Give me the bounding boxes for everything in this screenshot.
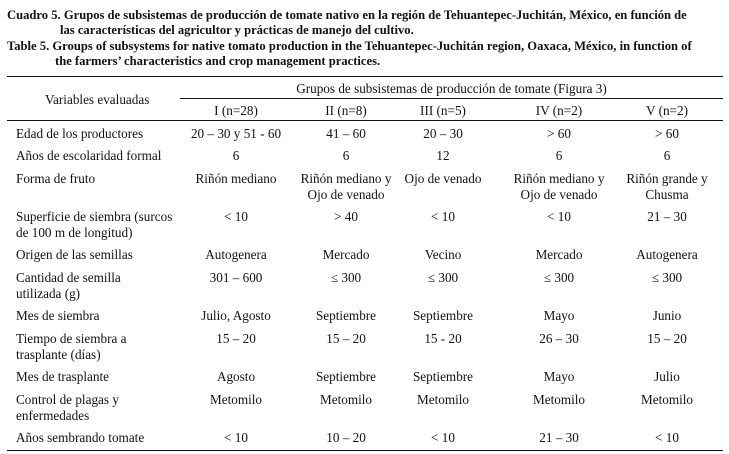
row-label-line: Forma de fruto <box>16 171 96 186</box>
row-label <box>16 270 186 302</box>
column-header-5: V (n=2) <box>646 103 688 118</box>
table-cell-line: < 10 <box>655 430 679 445</box>
table-cell-line: 20 – 30 <box>423 126 463 141</box>
table-cell <box>383 369 503 385</box>
table-cell <box>176 126 296 142</box>
table-cell-line: > 40 <box>334 209 358 224</box>
table-cell-line: > 60 <box>547 126 571 141</box>
table-cell <box>499 331 619 347</box>
table-cell-line: Vecino <box>424 247 462 262</box>
row-label-line: Años sembrando tomate <box>16 430 145 445</box>
table-cell <box>176 331 296 347</box>
table-cell-line: ≤ 300 <box>651 270 683 285</box>
table-cell <box>383 308 503 324</box>
group-header-rule <box>180 98 723 99</box>
row-label-line: trasplante (días) <box>16 347 101 362</box>
table-cell-line: Mayo <box>543 308 575 323</box>
table-cell-line: Julio <box>654 369 680 384</box>
table-cell <box>607 308 727 324</box>
table-cell-line: 10 – 20 <box>326 430 366 445</box>
table-cell <box>176 247 296 263</box>
table-cell <box>383 171 503 187</box>
table-cell <box>499 209 619 225</box>
table-cell-line: Chusma <box>645 187 689 202</box>
row-label-line: Años de escolaridad formal <box>16 148 162 163</box>
caption-english <box>7 39 727 69</box>
header-variables: Variables evaluadas <box>45 92 150 107</box>
table-cell <box>607 392 727 408</box>
table-cell <box>383 270 503 286</box>
table-cell <box>176 392 296 408</box>
table-cell-line: Mercado <box>322 247 370 262</box>
row-label <box>16 171 186 187</box>
table-cell <box>499 148 619 164</box>
row-label <box>16 209 186 241</box>
column-header-3: III (n=5) <box>420 103 466 118</box>
table-cell-line: Metomilo <box>209 392 263 407</box>
table-cell-line: < 10 <box>224 209 248 224</box>
table-cell <box>176 209 296 225</box>
table-cell-line: 26 – 30 <box>539 331 579 346</box>
table-cell-line: Autogenera <box>636 247 698 262</box>
table-cell <box>607 270 727 286</box>
row-label-line: Edad de los productores <box>16 126 144 141</box>
header-groups: Grupos de subsistemas de producción de tomate (Figura 3) <box>296 81 607 96</box>
row-label-line: Origen de las semillas <box>16 247 133 262</box>
table-cell <box>383 430 503 446</box>
row-label-line: Control de plagas y <box>16 392 119 407</box>
table-cell <box>176 430 296 446</box>
table-cell <box>176 308 296 324</box>
table-cell-line: 21 – 30 <box>539 430 579 445</box>
table-cell <box>607 171 727 203</box>
table-cell <box>607 369 727 385</box>
table-cell-line: ≤ 300 <box>427 270 459 285</box>
table-cell-line: ≤ 300 <box>543 270 575 285</box>
row-label <box>16 247 186 263</box>
caption-spanish-line1: Grupos de subsistemas de producción de tomate nativo en la región de Tehuantepec-Juchitán, México, en función de <box>63 8 687 22</box>
table-cell-line: Julio, Agosto <box>201 308 271 323</box>
row-label-line: Mes de siembra <box>16 308 100 323</box>
table-cell-line: Riñón mediano <box>195 171 277 186</box>
caption-spanish <box>7 8 725 38</box>
table-cell <box>383 126 503 142</box>
row-label-line: Superficie de siembra (surcos <box>16 209 173 224</box>
table-cell-line: ≤ 300 <box>330 270 362 285</box>
table-cell-line: > 60 <box>655 126 679 141</box>
table-cell-line: Autogenera <box>205 247 267 262</box>
row-label-line: utilizada (g) <box>16 286 81 301</box>
table-cell <box>499 308 619 324</box>
caption-english-line1: Groups of subsystems for native tomato production in the Tehuantepec-Juchitán region, Oaxaca, México, in function of <box>52 39 692 53</box>
table-cell-line: 15 – 20 <box>326 331 366 346</box>
row-label-line: de 100 m de longitud) <box>16 225 133 240</box>
column-header-2: II (n=8) <box>325 103 367 118</box>
table-cell-line: Septiembre <box>412 369 474 384</box>
table-cell <box>499 126 619 142</box>
table-cell <box>383 392 503 408</box>
caption-english-line2: the farmers’ characteristics and crop management practices. <box>55 54 381 68</box>
row-label <box>16 308 186 324</box>
table-cell-line: 6 <box>232 148 240 163</box>
table-cell <box>176 171 296 187</box>
row-label <box>16 126 186 142</box>
table-cell-line: 6 <box>663 148 671 163</box>
table-cell-line: Mayo <box>543 369 575 384</box>
table-cell-line: 12 <box>436 148 450 163</box>
table-cell-line: 301 – 600 <box>209 270 263 285</box>
table-cell <box>499 247 619 263</box>
table-cell <box>607 209 727 225</box>
table-cell-line: Metomilo <box>532 392 586 407</box>
row-label <box>16 430 186 446</box>
table-cell <box>176 369 296 385</box>
table-cell-line: 15 - 20 <box>424 331 462 346</box>
table-cell-line: Mercado <box>535 247 583 262</box>
table-cell-line: Metomilo <box>640 392 694 407</box>
table-cell-line: 41 – 60 <box>326 126 366 141</box>
table-cell <box>176 270 296 286</box>
table-cell-line: 6 <box>342 148 350 163</box>
table-cell-line: 15 – 20 <box>216 331 256 346</box>
table-cell <box>499 430 619 446</box>
table-cell <box>499 270 619 286</box>
table-cell <box>383 247 503 263</box>
table-cell-line: < 10 <box>431 209 455 224</box>
table-cell-line: 15 – 20 <box>647 331 687 346</box>
table-cell <box>499 171 619 203</box>
table-cell-line: Riñón mediano y <box>300 171 392 186</box>
table-cell-line: 20 – 30 y 51 - 60 <box>190 126 282 141</box>
table-bottom-rule <box>7 450 723 451</box>
row-label <box>16 369 186 385</box>
table-cell-line: Ojo de venado <box>520 187 598 202</box>
table-cell <box>499 369 619 385</box>
table-cell-line: Ojo de venado <box>307 187 385 202</box>
row-label <box>16 392 186 424</box>
row-label <box>16 331 186 363</box>
row-label-line: Tiempo de siembra a <box>16 331 127 346</box>
row-label-line: Mes de trasplante <box>16 369 110 384</box>
table-cell-line: Septiembre <box>412 308 474 323</box>
row-label-line: Cantidad de semilla <box>16 270 121 285</box>
table-cell-line: < 10 <box>547 209 571 224</box>
caption-english-label: Table 5. <box>7 39 50 53</box>
table-cell-line: 6 <box>555 148 563 163</box>
table-cell <box>383 209 503 225</box>
table-cell <box>607 430 727 446</box>
table-cell-line: Metomilo <box>416 392 470 407</box>
table-cell <box>607 247 727 263</box>
caption-spanish-line2: las características del agricultor y prácticas de manejo del cultivo. <box>60 23 414 37</box>
table-cell-line: 21 – 30 <box>647 209 687 224</box>
column-header-4: IV (n=2) <box>535 103 583 118</box>
table-cell-line: Agosto <box>216 369 256 384</box>
table-cell <box>499 392 619 408</box>
table-cell-line: < 10 <box>431 430 455 445</box>
table-cell <box>607 126 727 142</box>
table-cell-line: Riñón mediano y <box>513 171 605 186</box>
row-label <box>16 148 186 164</box>
table-cell-line: < 10 <box>224 430 248 445</box>
table-cell-line: Ojo de venado <box>404 171 482 186</box>
row-label-line: enfermedades <box>16 408 90 423</box>
table-cell-line: Septiembre <box>315 308 377 323</box>
table-cell-line: Septiembre <box>315 369 377 384</box>
table-top-rule <box>7 76 723 77</box>
table-cell-line: Metomilo <box>319 392 373 407</box>
caption-spanish-label: Cuadro 5. <box>7 8 61 22</box>
table-cell <box>176 148 296 164</box>
table-cell-line: Junio <box>652 308 682 323</box>
table-cell <box>607 148 727 164</box>
table-cell-line: Riñón grande y <box>626 171 708 186</box>
header-bottom-rule <box>7 120 723 121</box>
column-header-1: I (n=28) <box>214 103 258 118</box>
table-cell <box>607 331 727 347</box>
table-cell <box>383 331 503 347</box>
table-cell <box>383 148 503 164</box>
